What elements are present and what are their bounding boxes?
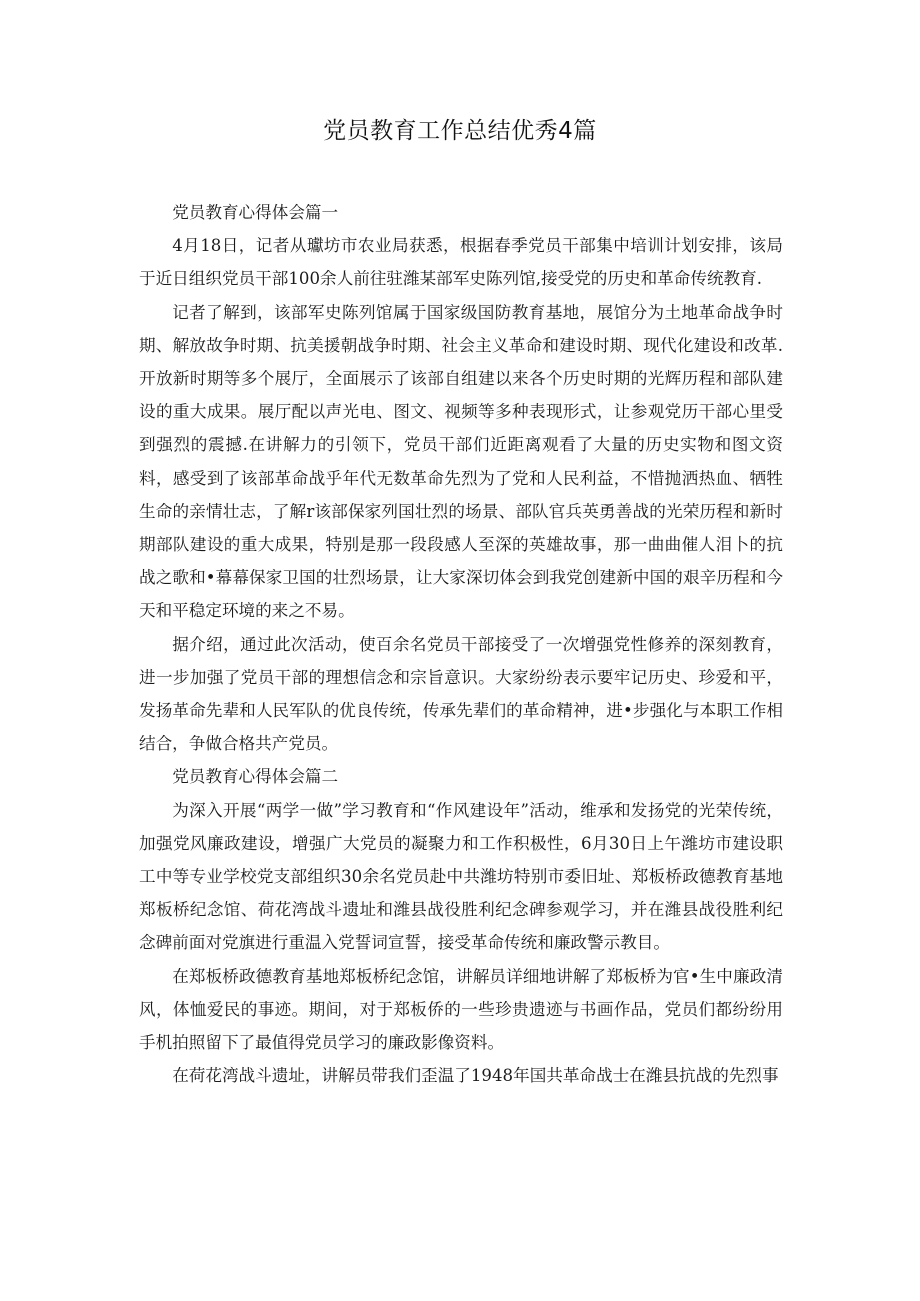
document-title: 党员教育工作总结优秀4篇 — [323, 118, 597, 144]
paragraph: 据介绍，通过此次活动，使百余名党员干部接受了一次增强党性修养的深刻教育，进一步加强了党员干部的理想信念和宗旨意识。大家纷纷表示要牢记历史、珍爱和平，发扬革命先辈和人民军队的优良传统，传承先辈们的革命精神，进•步强化与本职工作相结合，争做合格共产党员。 — [139, 634, 783, 754]
section-heading-1: 党员教育心得体会篇一 — [172, 203, 339, 222]
paragraph: 在荷花湾战斗遗址，讲解员带我们歪温了1948年国共革命战士在潍县抗战的先烈事 — [172, 1066, 779, 1086]
section-heading-2: 党员教育心得体会篇二 — [172, 767, 339, 787]
document-body — [139, 196, 783, 1092]
paragraph: 4月18日，记者从瓛坊市农业局获悉，根据春季党员干部集中培训计划安排，该局于近日组织党员干部100余人前往驻潍某部军史陈列馆,接受党的历史和革命传统教育. — [139, 236, 783, 289]
paragraph: 记者了解到，该部军史陈列馆属于国家级国防教育基地，展馆分为土地革命战争时期、解放故争时期、抗美援朝战争时期、社会主义革命和建设时期、现代化建设和改革.开放新时期等多个展厅，全面展示了该部自组建以来各个历史时期的光辉历程和部队建设的重大成果。展厅配以声光电、图文、视频等多种表现形式，让参观党历干部心里受到强烈的震撼.在讲解力的引领下，党员干部们近距离观看了大量的历史实物和图文资料，感受到了该部革命战乎年代无数革命先烈为了党和人民利益，不惜抛洒热血、牺牲生命的亲情壮志，了解r该部保家列国壮烈的场景、部队官兵英勇善战的光荣历程和新时期部队建设的重大成果，特别是那一段段感人至深的英雄故事，那一曲曲催人泪卜的抗战之歌和•幕幕保家卫国的壮烈场景，让大家深切体会到我党创建新中国的艰辛历程和今天和平稳定环境的来之不易。 — [139, 302, 783, 621]
paragraph: 在郑板桥政德教育基地郑板桥纪念馆，讲解员详细地讲解了郑板桥为官•生中廉政清风，体恤爱民的事迹。期间，对于郑板侨的一些珍贵遗迹与书画作品，党员们都纷纷用手机拍照留下了最值得党员学习的廉政影像资料。 — [139, 966, 783, 1053]
paragraph: 为深入开展“两学一做”学习教育和“作风建设年”活动，维承和发扬党的光荣传统，加强党风廉政建设，增强广大党员的凝聚力和工作积极性，6月30日上午潍坊市建设职工中等专业学校党支部组织30余名党员赴中共潍坊特别市委旧址、郑板桥政德教育基地郑板桥纪念馆、荷花湾战斗遗址和潍县战役胜利纪念碑参观学习，并在潍县战役胜利纪念碑前面对党旗进行重温入党誓词宣誓，接受革命传统和廉政警示教目。 — [139, 800, 783, 953]
